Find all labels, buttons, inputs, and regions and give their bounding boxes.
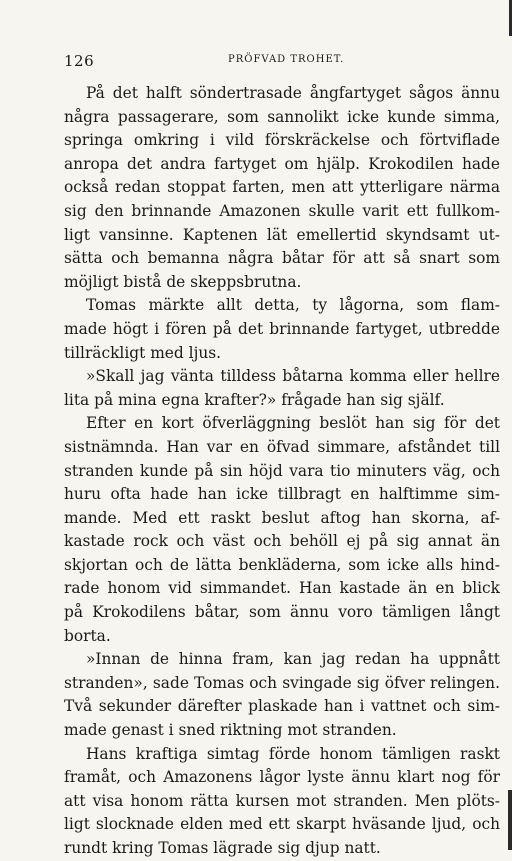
text-line: tillräckligt med ljus. bbox=[64, 343, 222, 362]
text-line: rade honom vid simmandet. Han kastade än en blick bbox=[64, 579, 500, 598]
text-line: skjortan och de lätta benkläderna, som icke alls hind- bbox=[64, 555, 500, 574]
text-line: också redan stoppat farten, men att ytterligare närma bbox=[64, 178, 500, 197]
text-line: på Krokodilens båtar, som ännu voro tämligen långt bbox=[64, 603, 500, 622]
text-line: några passagerare, som sannolikt icke kunde simma, bbox=[64, 107, 500, 126]
text-line: anropa det andra fartyget om hjälp. Krokodilen hade bbox=[64, 154, 500, 173]
text-line: sistnämnda. Han var en öfvad simmare, afståndet till bbox=[64, 437, 500, 456]
text-line: sätta och bemanna några båtar för att så snart som bbox=[64, 249, 500, 268]
text-line: made högt i fören på det brinnande fartyget, utbredde bbox=[64, 319, 500, 338]
text-line: sig den brinnande Amazonen skulle varit ett fullkom- bbox=[64, 201, 500, 220]
text-line: möjligt bistå de skeppsbrutna. bbox=[64, 272, 302, 291]
text-line: På det halft söndertrasade ångfartyget sågos ännu bbox=[86, 84, 500, 102]
text-line: kastade rock och väst och behöll ej på sig annat än bbox=[64, 532, 500, 551]
text-line: stranden kunde på sin höjd vara tio minuters väg, och bbox=[64, 461, 500, 480]
running-head: PRÖFVAD TROHET. bbox=[228, 54, 345, 65]
text-line: framåt, och Amazonens lågor lyste ännu klart nog för bbox=[64, 768, 500, 787]
text-line: Hans kraftiga simtag förde honom tämligen raskt bbox=[86, 744, 500, 763]
text-line: »Skall jag vänta tilldess båtarna komma eller hellre bbox=[86, 367, 500, 386]
text-line: stranden», sade Tomas och svingade sig öfver relingen. bbox=[64, 673, 500, 692]
body-text bbox=[64, 82, 500, 861]
text-line: made genast i sned riktning mot stranden. bbox=[64, 721, 397, 740]
text-line: »Innan de hinna fram, kan jag redan ha uppnått bbox=[86, 650, 500, 669]
page-header bbox=[64, 52, 500, 72]
text-line: ligt vansinne. Kaptenen lät emellertid skyndsamt ut- bbox=[64, 225, 500, 244]
text-line: springa omkring i vild förskräckelse och förtviflade bbox=[64, 131, 500, 150]
text-line: lita på mina egna krafter?» frågade han sig själf. bbox=[64, 390, 445, 409]
text-line: ligt slocknade elden med ett skarpt hväsande ljud, och bbox=[64, 815, 500, 834]
text-line: att visa honom rätta kursen mot stranden. Men plöts- bbox=[64, 791, 500, 810]
page-number: 126 bbox=[64, 52, 95, 70]
text-line: mande. Med ett raskt beslut aftog han skorna, af- bbox=[64, 508, 500, 527]
text-line: rundt kring Tomas lägrade sig djup natt. bbox=[64, 839, 381, 857]
text-line: borta. bbox=[64, 626, 111, 645]
text-line: Två sekunder därefter plaskade han i vattnet och sim- bbox=[64, 697, 500, 716]
text-line: Tomas märkte allt detta, ty lågorna, som flam- bbox=[86, 296, 500, 315]
text-line: huru ofta hade han icke tillbragt en halftimme sim- bbox=[64, 485, 500, 504]
page-edge-mark bbox=[508, 790, 512, 850]
text-line: Efter en kort öfverläggning beslöt han sig för det bbox=[86, 414, 500, 433]
